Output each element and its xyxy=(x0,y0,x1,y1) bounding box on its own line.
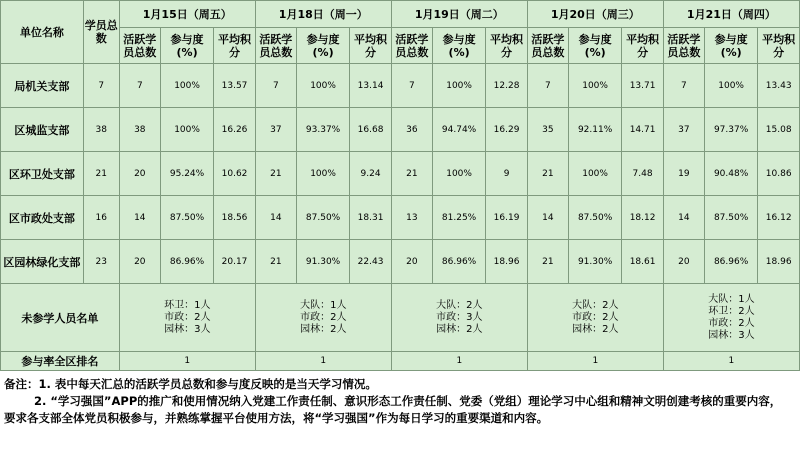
participation-cell[interactable]: 86.96% xyxy=(160,240,213,284)
total-cell[interactable]: 16 xyxy=(83,196,119,240)
avg-score-cell[interactable]: 18.96 xyxy=(486,240,528,284)
total-cell[interactable]: 23 xyxy=(83,240,119,284)
unit-name-cell[interactable]: 区市政处支部 xyxy=(1,196,84,240)
active-cell[interactable]: 7 xyxy=(119,64,160,108)
participation-cell[interactable]: 87.50% xyxy=(296,196,349,240)
table-row xyxy=(1,196,800,240)
participation-cell[interactable]: 100% xyxy=(160,108,213,152)
active-cell[interactable]: 20 xyxy=(391,240,432,284)
active-cell[interactable]: 14 xyxy=(255,196,296,240)
active-cell[interactable]: 20 xyxy=(119,152,160,196)
rank-cell[interactable]: 1 xyxy=(391,352,527,371)
header-avg: 平均积分 xyxy=(214,28,256,64)
notes xyxy=(0,376,800,427)
unit-name-cell[interactable]: 区园林绿化支部 xyxy=(1,240,84,284)
participation-cell[interactable]: 91.30% xyxy=(296,240,349,284)
table-row xyxy=(1,64,800,108)
avg-score-cell[interactable]: 10.86 xyxy=(758,152,800,196)
participation-cell[interactable]: 100% xyxy=(432,152,485,196)
active-cell[interactable]: 7 xyxy=(663,64,704,108)
avg-score-cell[interactable]: 9 xyxy=(486,152,528,196)
participation-cell[interactable]: 100% xyxy=(296,152,349,196)
avg-score-cell[interactable]: 13.43 xyxy=(758,64,800,108)
date-header: 1月18日（周一） xyxy=(255,1,391,28)
avg-score-cell[interactable]: 13.71 xyxy=(622,64,664,108)
rank-cell[interactable]: 1 xyxy=(663,352,799,371)
rank-row xyxy=(1,352,800,371)
total-cell[interactable]: 21 xyxy=(83,152,119,196)
rank-cell[interactable]: 1 xyxy=(527,352,663,371)
header-sub-row xyxy=(1,28,800,64)
participation-cell[interactable]: 92.11% xyxy=(568,108,621,152)
avg-score-cell[interactable]: 18.96 xyxy=(758,240,800,284)
avg-score-cell[interactable]: 22.43 xyxy=(350,240,392,284)
active-cell[interactable]: 21 xyxy=(255,152,296,196)
active-cell[interactable]: 38 xyxy=(119,108,160,152)
header-participation: 参与度(%) xyxy=(296,28,349,64)
active-cell[interactable]: 20 xyxy=(663,240,704,284)
avg-score-cell[interactable]: 12.28 xyxy=(486,64,528,108)
total-cell[interactable]: 7 xyxy=(83,64,119,108)
avg-score-cell[interactable]: 10.62 xyxy=(214,152,256,196)
avg-score-cell[interactable]: 14.71 xyxy=(622,108,664,152)
active-cell[interactable]: 13 xyxy=(391,196,432,240)
participation-cell[interactable]: 100% xyxy=(568,64,621,108)
absent-row xyxy=(1,284,800,352)
avg-score-cell[interactable]: 16.29 xyxy=(486,108,528,152)
active-cell[interactable]: 36 xyxy=(391,108,432,152)
absent-list: 环卫：1人 市政：2人 园林：3人 xyxy=(164,299,211,335)
unit-name-cell[interactable]: 区城监支部 xyxy=(1,108,84,152)
avg-score-cell[interactable]: 18.61 xyxy=(622,240,664,284)
active-cell[interactable]: 14 xyxy=(527,196,568,240)
participation-cell[interactable]: 95.24% xyxy=(160,152,213,196)
rank-label: 参与率全区排名 xyxy=(1,352,120,371)
header-active: 活跃学员总数 xyxy=(391,28,432,64)
date-header: 1月21日（周四） xyxy=(663,1,799,28)
avg-score-cell[interactable]: 18.56 xyxy=(214,196,256,240)
active-cell[interactable]: 21 xyxy=(527,240,568,284)
participation-cell[interactable]: 100% xyxy=(296,64,349,108)
active-cell[interactable]: 21 xyxy=(391,152,432,196)
date-header: 1月20日（周三） xyxy=(527,1,663,28)
unit-name-cell[interactable]: 局机关支部 xyxy=(1,64,84,108)
avg-score-cell[interactable]: 16.68 xyxy=(350,108,392,152)
header-date-row xyxy=(1,1,800,28)
header-avg: 平均积分 xyxy=(350,28,392,64)
header-avg: 平均积分 xyxy=(486,28,528,64)
active-cell[interactable]: 35 xyxy=(527,108,568,152)
active-cell[interactable]: 20 xyxy=(119,240,160,284)
header-active: 活跃学员总数 xyxy=(527,28,568,64)
active-cell[interactable]: 21 xyxy=(255,240,296,284)
participation-cell[interactable]: 94.74% xyxy=(432,108,485,152)
participation-cell[interactable]: 100% xyxy=(704,64,757,108)
avg-score-cell[interactable]: 7.48 xyxy=(622,152,664,196)
participation-cell[interactable]: 97.37% xyxy=(704,108,757,152)
avg-score-cell[interactable]: 18.12 xyxy=(622,196,664,240)
avg-score-cell[interactable]: 9.24 xyxy=(350,152,392,196)
header-avg: 平均积分 xyxy=(622,28,664,64)
note-1: 备注：1. 表中每天汇总的活跃学员总数和参与度反映的是当天学习情况。 xyxy=(4,377,377,391)
active-cell[interactable]: 37 xyxy=(255,108,296,152)
active-cell[interactable]: 14 xyxy=(119,196,160,240)
avg-score-cell[interactable]: 18.31 xyxy=(350,196,392,240)
avg-score-cell[interactable]: 13.57 xyxy=(214,64,256,108)
participation-cell[interactable]: 100% xyxy=(432,64,485,108)
participation-cell[interactable]: 93.37% xyxy=(296,108,349,152)
participation-cell[interactable]: 87.50% xyxy=(160,196,213,240)
header-participation: 参与度(%) xyxy=(432,28,485,64)
rank-cell[interactable]: 1 xyxy=(255,352,391,371)
header-unit: 单位名称 xyxy=(1,1,84,64)
header-participation: 参与度(%) xyxy=(160,28,213,64)
absent-cell[interactable] xyxy=(255,284,391,352)
absent-cell[interactable] xyxy=(527,284,663,352)
absent-cell[interactable] xyxy=(119,284,255,352)
active-cell[interactable]: 19 xyxy=(663,152,704,196)
active-cell[interactable]: 37 xyxy=(663,108,704,152)
avg-score-cell[interactable]: 16.12 xyxy=(758,196,800,240)
header-active: 活跃学员总数 xyxy=(663,28,704,64)
date-header: 1月15日（周五） xyxy=(119,1,255,28)
participation-cell[interactable]: 86.96% xyxy=(704,240,757,284)
header-active: 活跃学员总数 xyxy=(119,28,160,64)
unit-name-cell[interactable]: 区环卫处支部 xyxy=(1,152,84,196)
total-cell[interactable]: 38 xyxy=(83,108,119,152)
absent-list: 大队：1人 市政：2人 园林：2人 xyxy=(300,299,347,335)
header-total: 学员总数 xyxy=(83,1,119,64)
participation-cell[interactable]: 87.50% xyxy=(568,196,621,240)
active-cell[interactable]: 7 xyxy=(255,64,296,108)
participation-cell[interactable]: 90.48% xyxy=(704,152,757,196)
active-cell[interactable]: 21 xyxy=(527,152,568,196)
participation-cell[interactable]: 91.30% xyxy=(568,240,621,284)
header-active: 活跃学员总数 xyxy=(255,28,296,64)
active-cell[interactable]: 7 xyxy=(391,64,432,108)
absent-list: 大队：1人 环卫：2人 市政：2人 园林：3人 xyxy=(708,293,755,341)
table-row xyxy=(1,108,800,152)
avg-score-cell[interactable]: 13.14 xyxy=(350,64,392,108)
absent-list: 大队：2人 市政：2人 园林：2人 xyxy=(572,299,619,335)
table-row xyxy=(1,152,800,196)
avg-score-cell[interactable]: 16.26 xyxy=(214,108,256,152)
active-cell[interactable]: 14 xyxy=(663,196,704,240)
participation-cell[interactable]: 86.96% xyxy=(432,240,485,284)
participation-cell[interactable]: 87.50% xyxy=(704,196,757,240)
table-row xyxy=(1,240,800,284)
rank-cell[interactable]: 1 xyxy=(119,352,255,371)
absent-list: 大队：2人 市政：3人 园林：2人 xyxy=(436,299,483,335)
avg-score-cell[interactable]: 20.17 xyxy=(214,240,256,284)
avg-score-cell[interactable]: 15.08 xyxy=(758,108,800,152)
date-header: 1月19日（周二） xyxy=(391,1,527,28)
participation-cell[interactable]: 100% xyxy=(568,152,621,196)
header-participation: 参与度(%) xyxy=(568,28,621,64)
avg-score-cell[interactable]: 16.19 xyxy=(486,196,528,240)
participation-cell[interactable]: 100% xyxy=(160,64,213,108)
note-2: 2. “学习强国”APP的推广和使用情况纳入党建工作责任制、意识形态工作责任制、党委（党组）理论学习中心组和精神文明创建考核的重要内容，要求各支部全体党员积极参与，并熟练掌握平台使用方法，将“学习强国”作为每日学习的重要渠道和内容。 xyxy=(4,394,782,425)
header-participation: 参与度(%) xyxy=(704,28,757,64)
absent-cell[interactable] xyxy=(663,284,799,352)
header-avg: 平均积分 xyxy=(758,28,800,64)
absent-label: 未参学人员名单 xyxy=(1,284,120,352)
active-cell[interactable]: 7 xyxy=(527,64,568,108)
absent-cell[interactable] xyxy=(391,284,527,352)
participation-cell[interactable]: 81.25% xyxy=(432,196,485,240)
